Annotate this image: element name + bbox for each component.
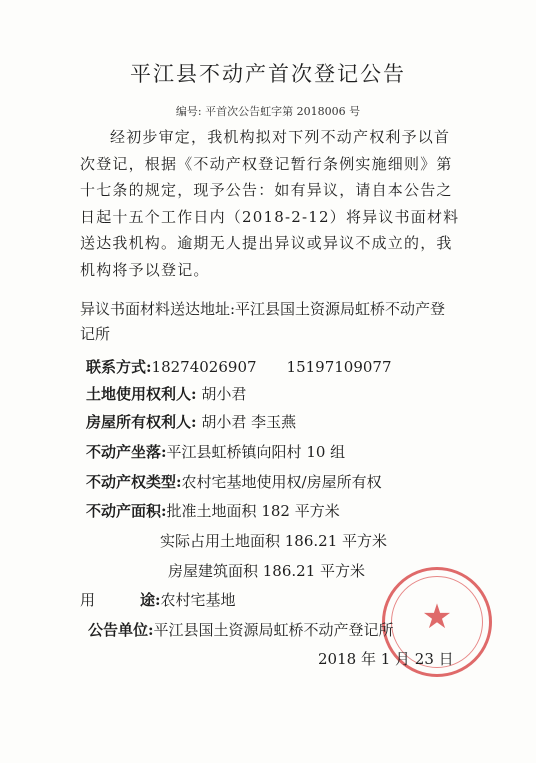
- document-number: 编号: 平首次公告虹字第 2018006 号: [175, 105, 361, 118]
- area-building: 房屋建筑面积 186.21 平方米: [168, 562, 366, 580]
- contact-row: [86, 356, 392, 377]
- usage-row: [140, 589, 236, 610]
- notice-body-paragraph: 经初步审定，我机构拟对下列不动产权利予以首次登记，根据《不动产权登记暂行条例实施细则》第十七条的规定，现予公告：如有异议，请自本公告之日起十五个工作日内（2018-2-12）将异议书面材料送达我机构。逾期无人提出异议或异议不成立的，我机构将予以登记。: [80, 128, 460, 279]
- usage-label-part2: 途:: [140, 591, 161, 609]
- star-icon: ★: [421, 597, 453, 637]
- land-user-label: 土地使用权利人:: [86, 385, 197, 403]
- contact-label: 联系方式:: [86, 358, 152, 376]
- location-label: 不动产坐落:: [86, 443, 167, 461]
- contact-phone-2: 15197109077: [286, 358, 392, 376]
- house-owner-label: 房屋所有权利人:: [86, 413, 197, 431]
- notice-title: 平江县不动产首次登记公告: [130, 62, 406, 86]
- announcer-value: 平江县国土资源局虹桥不动产登记所: [153, 621, 394, 639]
- location-row: [86, 441, 345, 462]
- house-owner-row: [86, 411, 296, 432]
- announcer-row: [88, 619, 394, 640]
- usage-label-part1: 用: [80, 591, 96, 609]
- area-row: [86, 500, 340, 521]
- right-type-value: 农村宅基地使用权/房屋所有权: [181, 473, 382, 491]
- land-user-row: [86, 383, 246, 404]
- right-type-label: 不动产权类型:: [86, 473, 182, 491]
- objection-address: 异议书面材料送达地址:平江县国土资源局虹桥不动产登记所: [80, 300, 446, 343]
- area-actual: 实际占用土地面积 186.21 平方米: [160, 532, 388, 550]
- contact-phone-1: 18274026907: [151, 358, 257, 376]
- house-owner-value: 胡小君 李玉燕: [201, 413, 297, 431]
- area-label: 不动产面积:: [86, 502, 167, 520]
- right-type-row: [86, 471, 382, 492]
- land-user-value: 胡小君: [201, 385, 247, 403]
- usage-value: 农村宅基地: [160, 591, 236, 609]
- announcer-label: 公告单位:: [88, 621, 154, 639]
- area-approved: 批准土地面积 182 平方米: [166, 502, 340, 520]
- location-value: 平江县虹桥镇向阳村 10 组: [166, 443, 346, 461]
- notice-date: 2018 年 1 月 23 日: [318, 650, 454, 668]
